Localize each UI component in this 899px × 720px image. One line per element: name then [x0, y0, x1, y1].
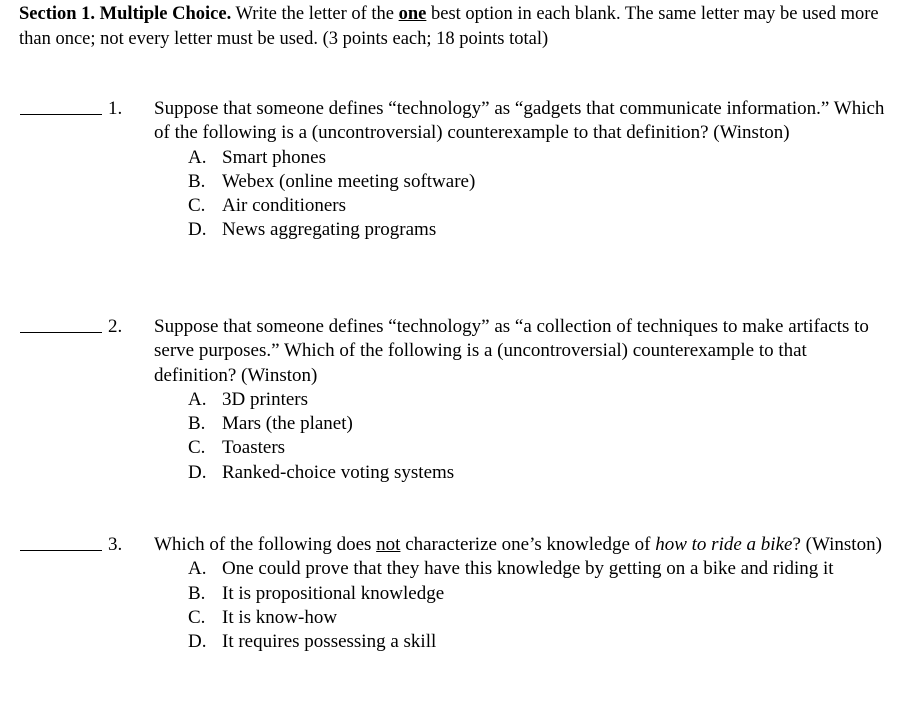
option-letter: D. [188, 631, 207, 653]
option-text: Toasters [222, 437, 286, 459]
stem-part: ? (Winston) [792, 534, 882, 555]
option-text: Mars (the planet) [222, 413, 353, 435]
option-text: It is know-how [222, 606, 338, 628]
option-list [154, 146, 889, 243]
option-text: Ranked-choice voting systems [222, 461, 455, 483]
option-letter: D. [188, 219, 207, 241]
stem-part: characterize one’s knowledge of [400, 534, 656, 555]
stem-part: Which of the following does [154, 534, 377, 555]
question-number: 3. [108, 534, 123, 555]
question-number: 2. [108, 316, 123, 337]
option-text: It requires possessing a skill [222, 631, 437, 653]
option-letter: A. [188, 558, 207, 580]
option-letter: B. [188, 582, 206, 604]
section-instructions-start: Write the letter of the [231, 4, 399, 24]
option-b [154, 170, 889, 194]
question-body [154, 315, 889, 485]
answer-blank-2[interactable] [20, 332, 102, 333]
option-a [154, 388, 889, 412]
option-d [154, 218, 889, 242]
option-list [154, 557, 889, 654]
option-letter: B. [188, 170, 206, 192]
option-letter: A. [188, 388, 207, 410]
option-letter: B. [188, 413, 206, 435]
section-instructions-end: best option in each blank. The same letter may be used more than once; not every letter must be used. (3 points each; 18 points total) [19, 4, 879, 49]
section-header [19, 2, 889, 52]
option-c [154, 436, 889, 460]
option-d [154, 630, 889, 654]
option-letter: D. [188, 461, 207, 483]
section-title: Section 1. Multiple Choice. [19, 4, 232, 24]
question-stem: Suppose that someone defines “technology” as “gadgets that communicate information.” Which of the following is a (uncontroversial) counterexample to that definition? (Winston) [154, 98, 885, 144]
option-letter: C. [188, 606, 206, 628]
option-text: Air conditioners [222, 195, 347, 217]
option-c [154, 606, 889, 630]
option-text: Webex (online meeting software) [222, 170, 476, 192]
question-number: 1. [108, 98, 123, 119]
option-letter: C. [188, 437, 206, 459]
question-stem [154, 533, 889, 557]
section-instructions-emphasis: one [398, 4, 427, 24]
option-text: It is propositional knowledge [222, 582, 445, 604]
option-a [154, 557, 889, 581]
question-body [154, 533, 889, 654]
option-text: News aggregating programs [222, 219, 437, 241]
option-b [154, 582, 889, 606]
option-b [154, 412, 889, 436]
stem-emphasis-not: not [376, 534, 401, 555]
question-body [154, 97, 889, 243]
option-c [154, 194, 889, 218]
option-list [154, 388, 889, 485]
option-d [154, 461, 889, 485]
answer-blank-1[interactable] [20, 114, 102, 115]
option-text: One could prove that they have this knowledge by getting on a bike and riding it [222, 558, 834, 580]
question-stem: Suppose that someone defines “technology” as “a collection of techniques to make artifacts to serve purposes.” Which of the following is a (uncontroversial) counterexample to that definition? (Winston) [154, 316, 869, 386]
option-a [154, 146, 889, 170]
stem-italic-phrase: how to ride a bike [655, 534, 793, 555]
option-letter: A. [188, 146, 207, 168]
option-text: Smart phones [222, 146, 326, 168]
answer-blank-3[interactable] [20, 550, 102, 551]
option-text: 3D printers [222, 388, 309, 410]
option-letter: C. [188, 195, 206, 217]
